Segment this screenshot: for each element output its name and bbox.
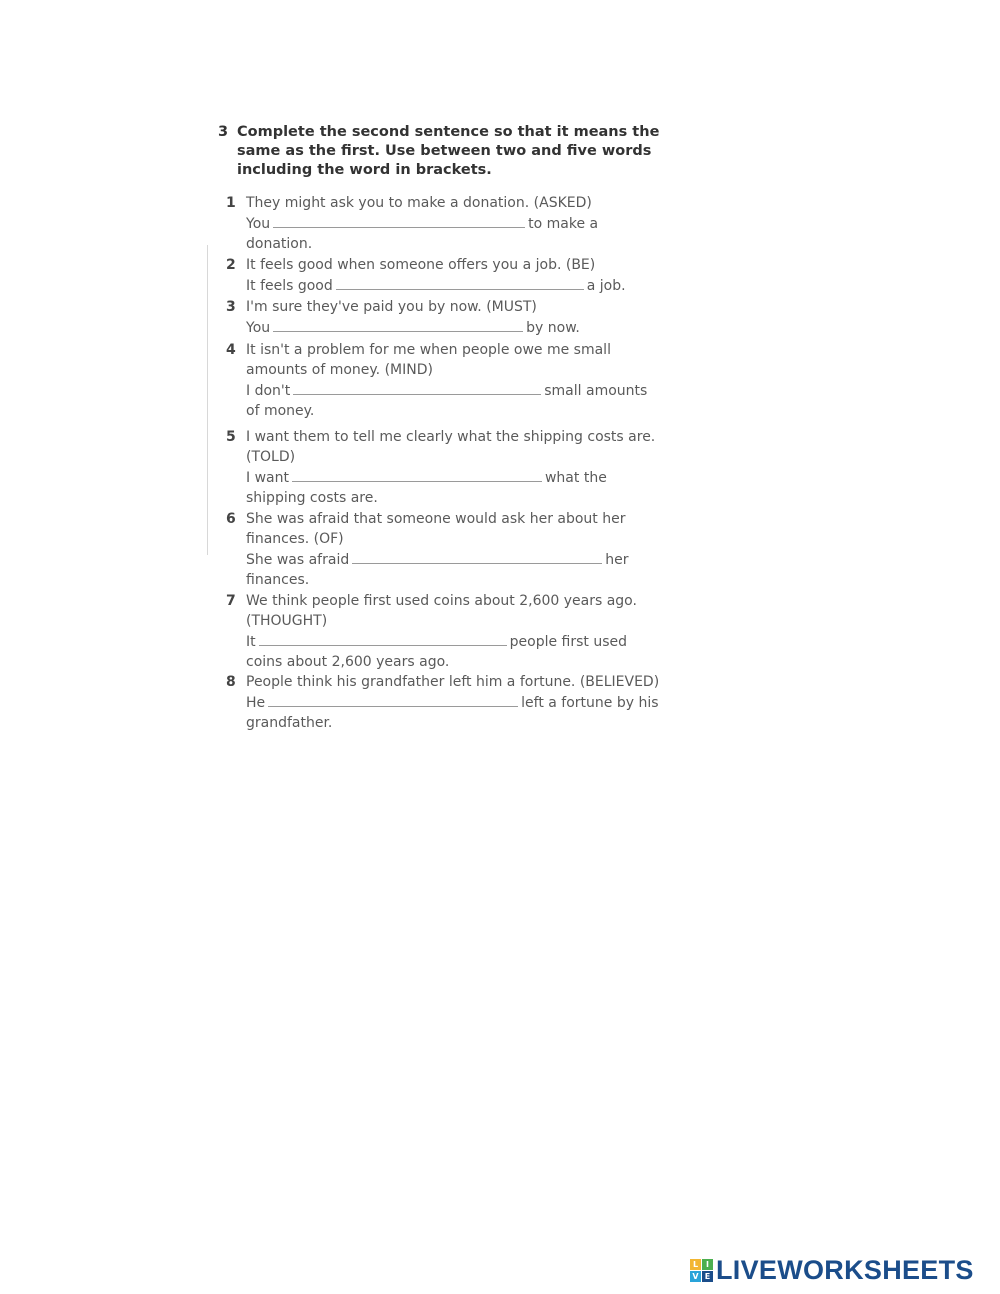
exercise-answer-line	[246, 317, 696, 338]
answer-after: small amounts	[544, 383, 648, 399]
answer-continuation: shipping costs are.	[246, 490, 378, 506]
logo-mark-letter: E	[702, 1271, 713, 1282]
logo-mark-letter: L	[690, 1259, 701, 1270]
answer-before: It feels good	[246, 278, 333, 294]
margin-line	[207, 245, 208, 555]
answer-continuation: grandfather.	[246, 715, 333, 731]
exercise-6	[226, 509, 696, 590]
exercise-answer-line	[246, 380, 696, 401]
answer-after: by now.	[526, 320, 580, 336]
answer-before: It	[246, 634, 256, 650]
answer-blank[interactable]	[352, 549, 602, 564]
exercise-number: 1	[226, 195, 236, 211]
exercise-answer-line	[246, 631, 696, 652]
exercise-number: 6	[226, 511, 236, 527]
logo-text: LIVEWORKSHEETS	[716, 1254, 974, 1285]
instruction	[218, 123, 698, 180]
exercise-3	[226, 297, 696, 338]
answer-before: I want	[246, 470, 289, 486]
liveworksheets-logo[interactable]	[690, 1254, 974, 1286]
answer-after: her	[605, 552, 629, 568]
exercise-prompt-line-1: She was afraid that someone would ask her about her	[246, 511, 626, 527]
exercise-number: 2	[226, 257, 236, 273]
exercise-number: 5	[226, 429, 236, 445]
answer-before: You	[246, 216, 271, 232]
answer-continuation: donation.	[246, 236, 313, 252]
answer-blank[interactable]	[273, 317, 523, 332]
exercise-answer-line	[246, 549, 696, 570]
exercise-prompt: They might ask you to make a donation. (ASKED)	[246, 195, 592, 211]
exercise-number: 7	[226, 593, 236, 609]
answer-after: to make a	[528, 216, 599, 232]
exercise-prompt-line-2: amounts of money. (MIND)	[246, 362, 433, 378]
exercise-prompt-line-2: finances. (OF)	[246, 531, 344, 547]
instruction-text: Complete the second sentence so that it means the same as the first. Use between two and five words including the word in brackets.	[237, 124, 660, 178]
exercise-prompt-line-2: (THOUGHT)	[246, 613, 328, 629]
answer-before: He	[246, 695, 266, 711]
exercise-answer-line	[246, 692, 696, 713]
exercise-prompt: People think his grandfather left him a fortune. (BELIEVED)	[246, 674, 660, 690]
exercise-answer-line	[246, 275, 696, 296]
exercise-prompt: I'm sure they've paid you by now. (MUST)	[246, 299, 537, 315]
logo-mark-letter: I	[702, 1259, 713, 1270]
exercise-prompt-line-1: I want them to tell me clearly what the shipping costs are.	[246, 429, 656, 445]
answer-blank[interactable]	[259, 631, 507, 646]
exercise-prompt-line-1: We think people first used coins about 2,600 years ago.	[246, 593, 637, 609]
instruction-number: 3	[218, 124, 229, 140]
exercise-answer-line	[246, 213, 696, 234]
exercise-number: 8	[226, 674, 236, 690]
exercise-answer-line	[246, 467, 696, 488]
exercise-5	[226, 427, 696, 508]
exercise-prompt: It feels good when someone offers you a job. (BE)	[246, 257, 596, 273]
logo-mark-icon	[690, 1259, 713, 1282]
answer-continuation: of money.	[246, 403, 315, 419]
exercise-4	[226, 340, 696, 421]
answer-blank[interactable]	[268, 692, 518, 707]
logo-mark-letter: V	[690, 1271, 701, 1282]
exercise-7	[226, 591, 696, 672]
exercise-number: 3	[226, 299, 236, 315]
answer-blank[interactable]	[292, 467, 542, 482]
answer-blank[interactable]	[293, 380, 541, 395]
answer-after: people first used	[509, 634, 628, 650]
exercise-1	[226, 193, 696, 254]
answer-before: She was afraid	[246, 552, 350, 568]
exercise-prompt-line-2: (TOLD)	[246, 449, 296, 465]
answer-after: left a fortune by his	[521, 695, 659, 711]
answer-before: You	[246, 320, 271, 336]
answer-after: what the	[544, 470, 607, 486]
answer-blank[interactable]	[273, 213, 525, 228]
exercise-2	[226, 255, 696, 296]
answer-continuation: coins about 2,600 years ago.	[246, 654, 450, 670]
exercise-number: 4	[226, 342, 236, 358]
exercise-8	[226, 672, 696, 733]
answer-before: I don't	[246, 383, 291, 399]
answer-continuation: finances.	[246, 572, 310, 588]
answer-blank[interactable]	[336, 275, 584, 290]
exercise-prompt-line-1: It isn't a problem for me when people owe me small	[246, 342, 611, 358]
answer-after: a job.	[586, 278, 626, 294]
